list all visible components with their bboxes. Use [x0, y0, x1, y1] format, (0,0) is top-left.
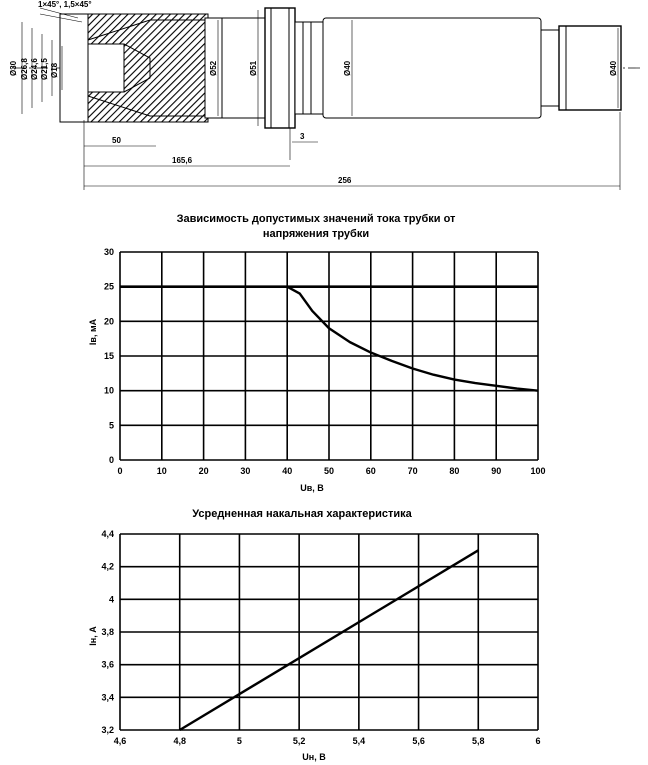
- dim-d18: Ø18: [50, 62, 59, 78]
- body-collar: [295, 22, 323, 114]
- dim-callout: 1×45°, 1,5×45°: [38, 0, 92, 9]
- chart2-ytick-0: 3,2: [101, 725, 114, 735]
- chart2-xlabel: Uн, В: [302, 752, 326, 762]
- tube-drawing: [12, 8, 640, 190]
- chart1-xlabel: Uв, В: [300, 483, 324, 493]
- chart1-xtick-9: 90: [491, 466, 502, 476]
- chart1-xtick-7: 70: [407, 466, 418, 476]
- chart2-xtick-4: 5,4: [352, 736, 366, 746]
- dim-d40-end: Ø40: [609, 60, 618, 76]
- filament-chart: [88, 508, 541, 762]
- dim-len-small: 50: [112, 136, 121, 145]
- chart2-xtick-2: 5: [236, 736, 242, 746]
- dim-len-mid: 165,6: [172, 156, 193, 165]
- chart2-xtick-0: 4,6: [113, 736, 127, 746]
- chart1-xtick-3: 30: [240, 466, 251, 476]
- chart2-xtick-1: 4,8: [173, 736, 186, 746]
- chart1-xtick-6: 60: [365, 466, 376, 476]
- chart1-xtick-5: 50: [323, 466, 335, 476]
- chart1-ytick-4: 20: [103, 316, 114, 327]
- current-voltage-chart: [88, 213, 546, 493]
- dim-d52: Ø52: [209, 60, 218, 76]
- chart2-xtick-7: 6: [535, 736, 541, 746]
- dim-d26-8: Ø26,8: [20, 58, 29, 80]
- chart2-xtick-3: 5,2: [292, 736, 306, 746]
- anode-head: [60, 14, 88, 122]
- chart1-xtick-4: 40: [282, 466, 293, 476]
- chart1-ytick-6: 30: [103, 247, 114, 257]
- chart1-ytick-1: 5: [108, 420, 114, 431]
- chart1-title-line2: напряжения трубки: [262, 228, 370, 240]
- chart1-xtick-2: 20: [198, 466, 209, 476]
- chart2-ytick-2: 3,6: [101, 659, 114, 670]
- taper: [541, 30, 559, 106]
- dim-d30: Ø30: [9, 60, 18, 76]
- dim-gap: 3: [300, 132, 305, 141]
- dim-d40-body: Ø40: [343, 60, 352, 76]
- chart2-ylabel: Iн, А: [88, 626, 98, 646]
- chart2-series-0: [180, 550, 479, 730]
- chart1-ylabel: Iв, мА: [88, 318, 98, 346]
- chart1-xtick-1: 10: [156, 466, 167, 476]
- dim-len-total: 256: [338, 176, 352, 185]
- anode-bore: [88, 44, 124, 92]
- dim-d51: Ø51: [249, 60, 258, 76]
- dim-d21-5: Ø21,5: [40, 58, 49, 80]
- chart1-xtick-0: 0: [117, 466, 123, 476]
- chart1-ytick-0: 0: [108, 455, 114, 465]
- chart1-ytick-5: 25: [103, 281, 114, 292]
- chart1-title-line1: Зависимость допустимых значений тока трубки от: [176, 213, 456, 225]
- chart2-ytick-1: 3,4: [101, 692, 114, 703]
- dim-d24-6: Ø24,6: [30, 58, 39, 80]
- flange: [265, 8, 295, 128]
- chart2-ytick-3: 3,8: [101, 627, 114, 637]
- chart2-ytick-6: 4,4: [101, 529, 114, 539]
- chart2-ytick-5: 4,2: [101, 561, 114, 572]
- chart2-xtick-5: 5,6: [412, 736, 425, 746]
- chart2-xtick-6: 5,8: [472, 736, 485, 746]
- chart1-xtick-8: 80: [449, 466, 460, 476]
- chart1-ytick-3: 15: [103, 351, 114, 361]
- tube-body: [323, 18, 541, 118]
- chart1-xtick-10: 100: [530, 466, 546, 476]
- chart2-ytick-4: 4: [108, 594, 114, 605]
- chart1-ytick-2: 10: [103, 385, 114, 396]
- chart2-title-line1: Усредненная накальная характеристика: [192, 508, 412, 520]
